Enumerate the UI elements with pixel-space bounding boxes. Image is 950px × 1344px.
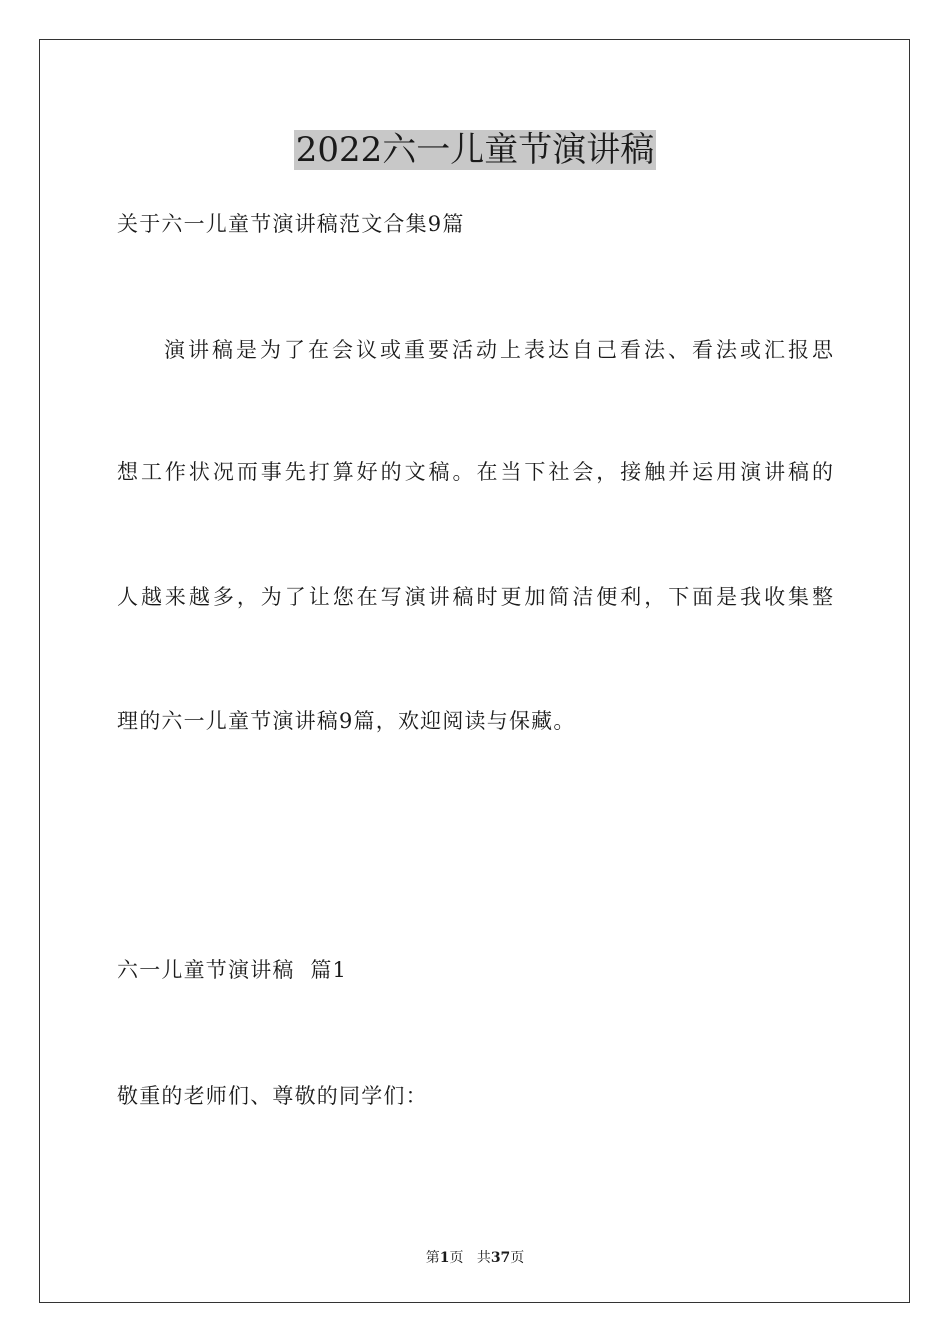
footer-total-suffix: 页 xyxy=(510,1250,525,1266)
salutation: 敬重的老师们、尊敬的同学们： xyxy=(117,1084,428,1108)
section-heading: 六一儿童节演讲稿 篇1 xyxy=(117,958,348,982)
document-subtitle: 关于六一儿童节演讲稿范文合集9篇 xyxy=(117,212,465,236)
footer-total-prefix: 共 xyxy=(476,1250,491,1266)
footer-page-prefix: 第 xyxy=(425,1250,440,1266)
intro-line-4: 理的六一儿童节演讲稿9篇，欢迎阅读与保藏。 xyxy=(117,709,576,733)
intro-line-1: 演讲稿是为了在会议或重要活动上表达自己看法、看法或汇报思 xyxy=(164,338,833,362)
footer-page-number: 1 xyxy=(439,1250,450,1266)
intro-line-3: 人越来越多，为了让您在写演讲稿时更加简洁便利，下面是我收集整 xyxy=(117,585,833,609)
footer-total-pages: 37 xyxy=(490,1250,511,1266)
footer-page-suffix: 页 xyxy=(449,1250,464,1266)
page-footer xyxy=(0,1248,950,1268)
intro-line-2: 想工作状况而事先打算好的文稿。在当下社会，接触并运用演讲稿的 xyxy=(117,460,833,484)
document-title xyxy=(0,128,950,172)
document-title-text: 2022六一儿童节演讲稿 xyxy=(295,130,655,170)
